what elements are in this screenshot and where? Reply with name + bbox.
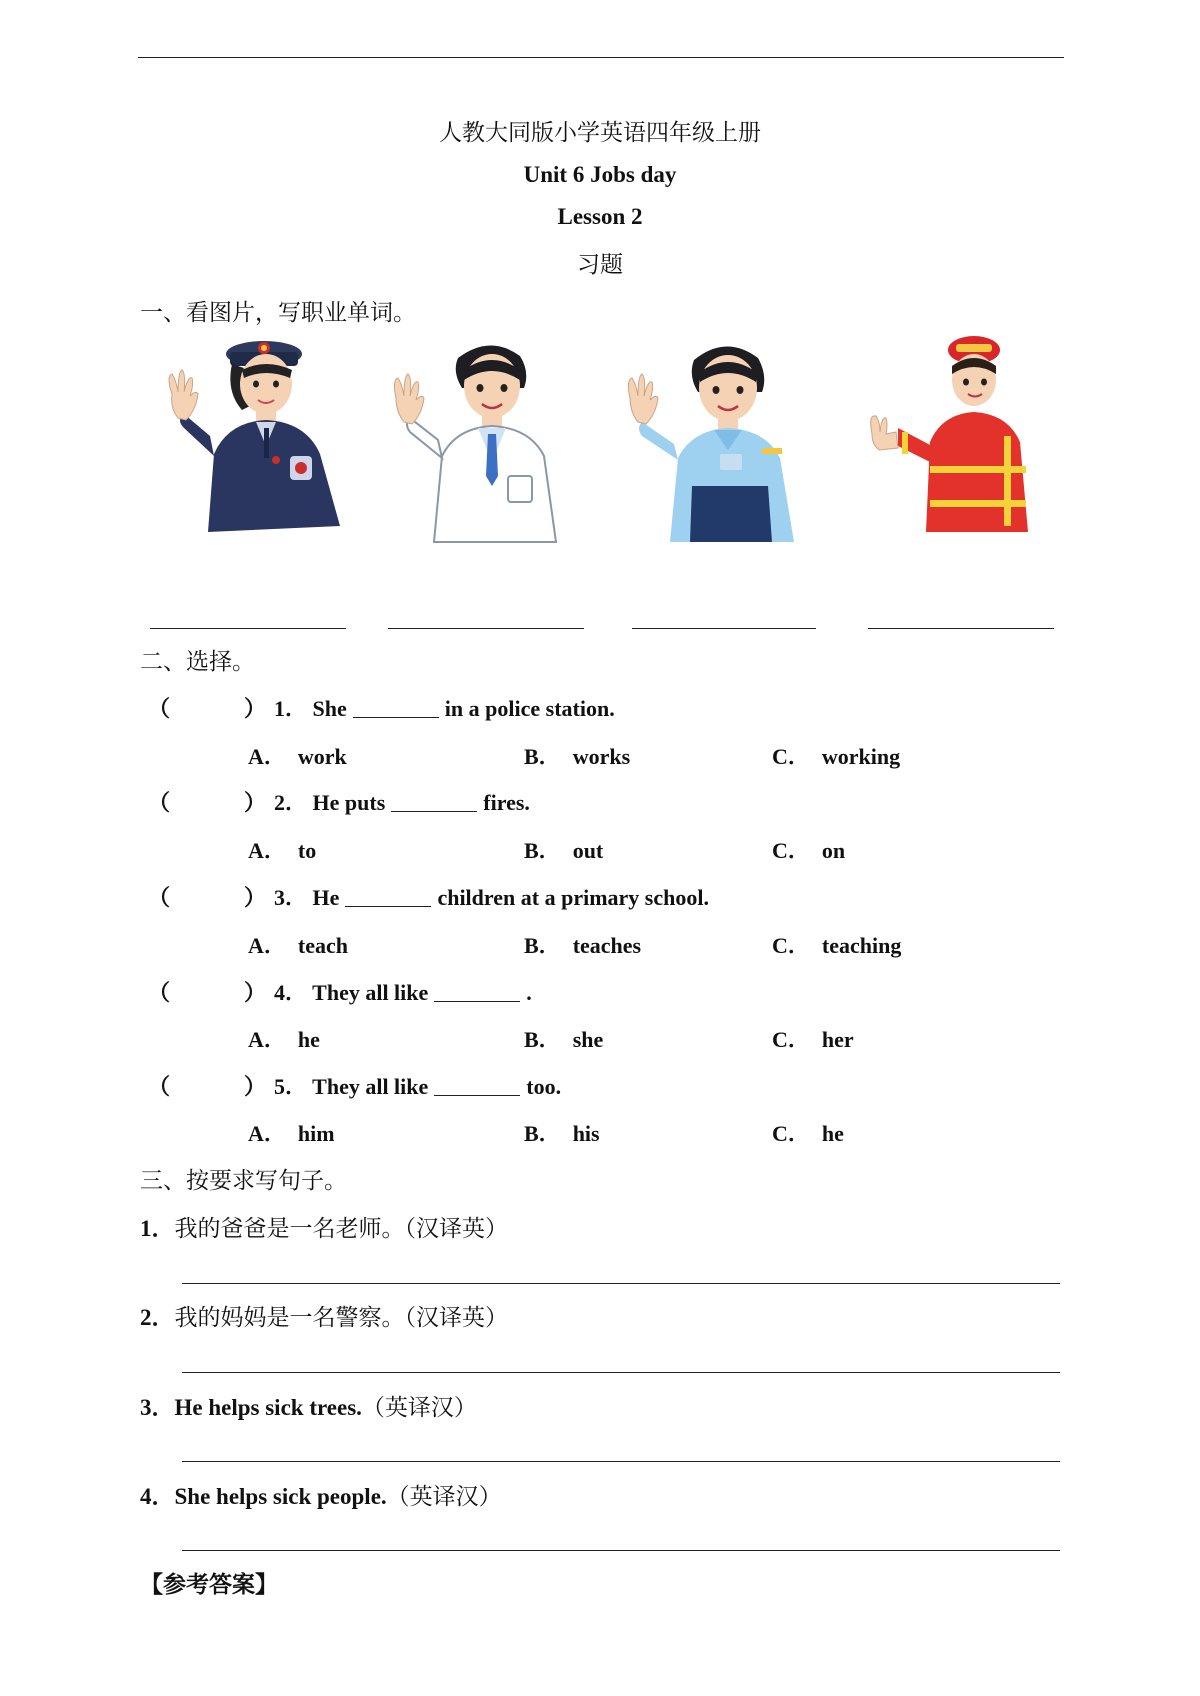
- exercise-title: 习题: [577, 252, 623, 278]
- option-b[interactable]: B． his: [524, 1121, 600, 1146]
- option-c[interactable]: C． he: [772, 1121, 844, 1146]
- sentence-item-4: 4．She helps sick people.（英译汉）: [140, 1484, 502, 1510]
- question-number: 4．: [274, 980, 308, 1005]
- writing-line-1[interactable]: [182, 1283, 1060, 1284]
- fill-blank[interactable]: [353, 699, 439, 718]
- option-c[interactable]: C． her: [772, 1027, 854, 1052]
- option-b[interactable]: B． teaches: [524, 933, 642, 958]
- writing-line-2[interactable]: [182, 1372, 1060, 1373]
- answer-paren-close[interactable]: ）: [244, 980, 267, 1005]
- sentence-item-1: 1．我的爸爸是一名老师。（汉译英）: [140, 1216, 508, 1242]
- question-text-pre: They all like: [312, 980, 429, 1005]
- question-text-pre: He puts: [312, 790, 386, 815]
- answer-blank-1[interactable]: [150, 628, 346, 629]
- book-title: 人教大同版小学英语四年级上册: [439, 120, 761, 146]
- section-1-heading: 一、看图片，写职业单词。: [140, 300, 416, 326]
- question-text-post: too.: [526, 1074, 562, 1099]
- fill-blank[interactable]: [345, 888, 431, 907]
- question-number: 3．: [274, 885, 308, 910]
- answer-key-heading: 【参考答案】: [140, 1571, 278, 1598]
- question-text-pre: He: [312, 885, 340, 910]
- answer-paren-close[interactable]: ）: [244, 1074, 267, 1099]
- option-a[interactable]: A． to: [248, 838, 317, 863]
- answer-paren-close[interactable]: ）: [244, 696, 267, 721]
- option-a[interactable]: A． him: [248, 1121, 335, 1146]
- question-2: [148, 786, 530, 817]
- question-number: 2．: [274, 790, 308, 815]
- fill-blank[interactable]: [434, 983, 520, 1002]
- unit-title: Unit 6 Jobs day: [523, 162, 677, 187]
- option-c[interactable]: C． working: [772, 744, 901, 769]
- fill-blank[interactable]: [391, 793, 477, 812]
- answer-paren-close[interactable]: ）: [244, 885, 267, 910]
- option-c[interactable]: C． teaching: [772, 933, 902, 958]
- question-4: [148, 976, 532, 1007]
- answer-paren-close[interactable]: ）: [244, 790, 267, 815]
- option-a[interactable]: A． he: [248, 1027, 320, 1052]
- question-text-post: children at a primary school.: [437, 885, 709, 910]
- header-rule: [138, 57, 1064, 58]
- answer-paren-open[interactable]: （: [148, 1074, 171, 1099]
- question-1: [148, 692, 615, 723]
- option-b[interactable]: B． out: [524, 838, 604, 863]
- question-number: 5．: [274, 1074, 308, 1099]
- option-b[interactable]: B． she: [524, 1027, 604, 1052]
- answer-blank-4[interactable]: [868, 628, 1054, 629]
- question-text-pre: She: [312, 696, 347, 721]
- question-text-post: .: [526, 980, 532, 1005]
- question-3: [148, 881, 709, 912]
- answer-paren-open[interactable]: （: [148, 980, 171, 1005]
- answer-paren-open[interactable]: （: [148, 885, 171, 910]
- section-2-heading: 二、选择。: [140, 649, 255, 675]
- section-3-heading: 三、按要求写句子。: [140, 1168, 347, 1194]
- option-c[interactable]: C． on: [772, 838, 846, 863]
- option-b[interactable]: B． works: [524, 744, 631, 769]
- worker-uniform-figure: [612, 336, 822, 546]
- fill-blank[interactable]: [434, 1077, 520, 1096]
- lesson-title: Lesson 2: [557, 204, 643, 229]
- question-text-pre: They all like: [312, 1074, 429, 1099]
- firefighter-figure: [868, 336, 1058, 546]
- answer-paren-open[interactable]: （: [148, 790, 171, 815]
- writing-line-3[interactable]: [182, 1461, 1060, 1462]
- question-text-post: in a police station.: [444, 696, 615, 721]
- question-5: [148, 1070, 561, 1101]
- police-officer-figure: [150, 336, 350, 546]
- answer-blank-2[interactable]: [388, 628, 584, 629]
- option-a[interactable]: A． teach: [248, 933, 348, 958]
- question-number: 1．: [274, 696, 308, 721]
- sentence-item-3: 3．He helps sick trees.（英译汉）: [140, 1395, 477, 1421]
- doctor-figure: [380, 336, 580, 546]
- option-a[interactable]: A． work: [248, 744, 347, 769]
- question-text-post: fires.: [483, 790, 530, 815]
- writing-line-4[interactable]: [182, 1550, 1060, 1551]
- answer-paren-open[interactable]: （: [148, 696, 171, 721]
- sentence-item-2: 2．我的妈妈是一名警察。（汉译英）: [140, 1305, 508, 1331]
- answer-blank-3[interactable]: [632, 628, 816, 629]
